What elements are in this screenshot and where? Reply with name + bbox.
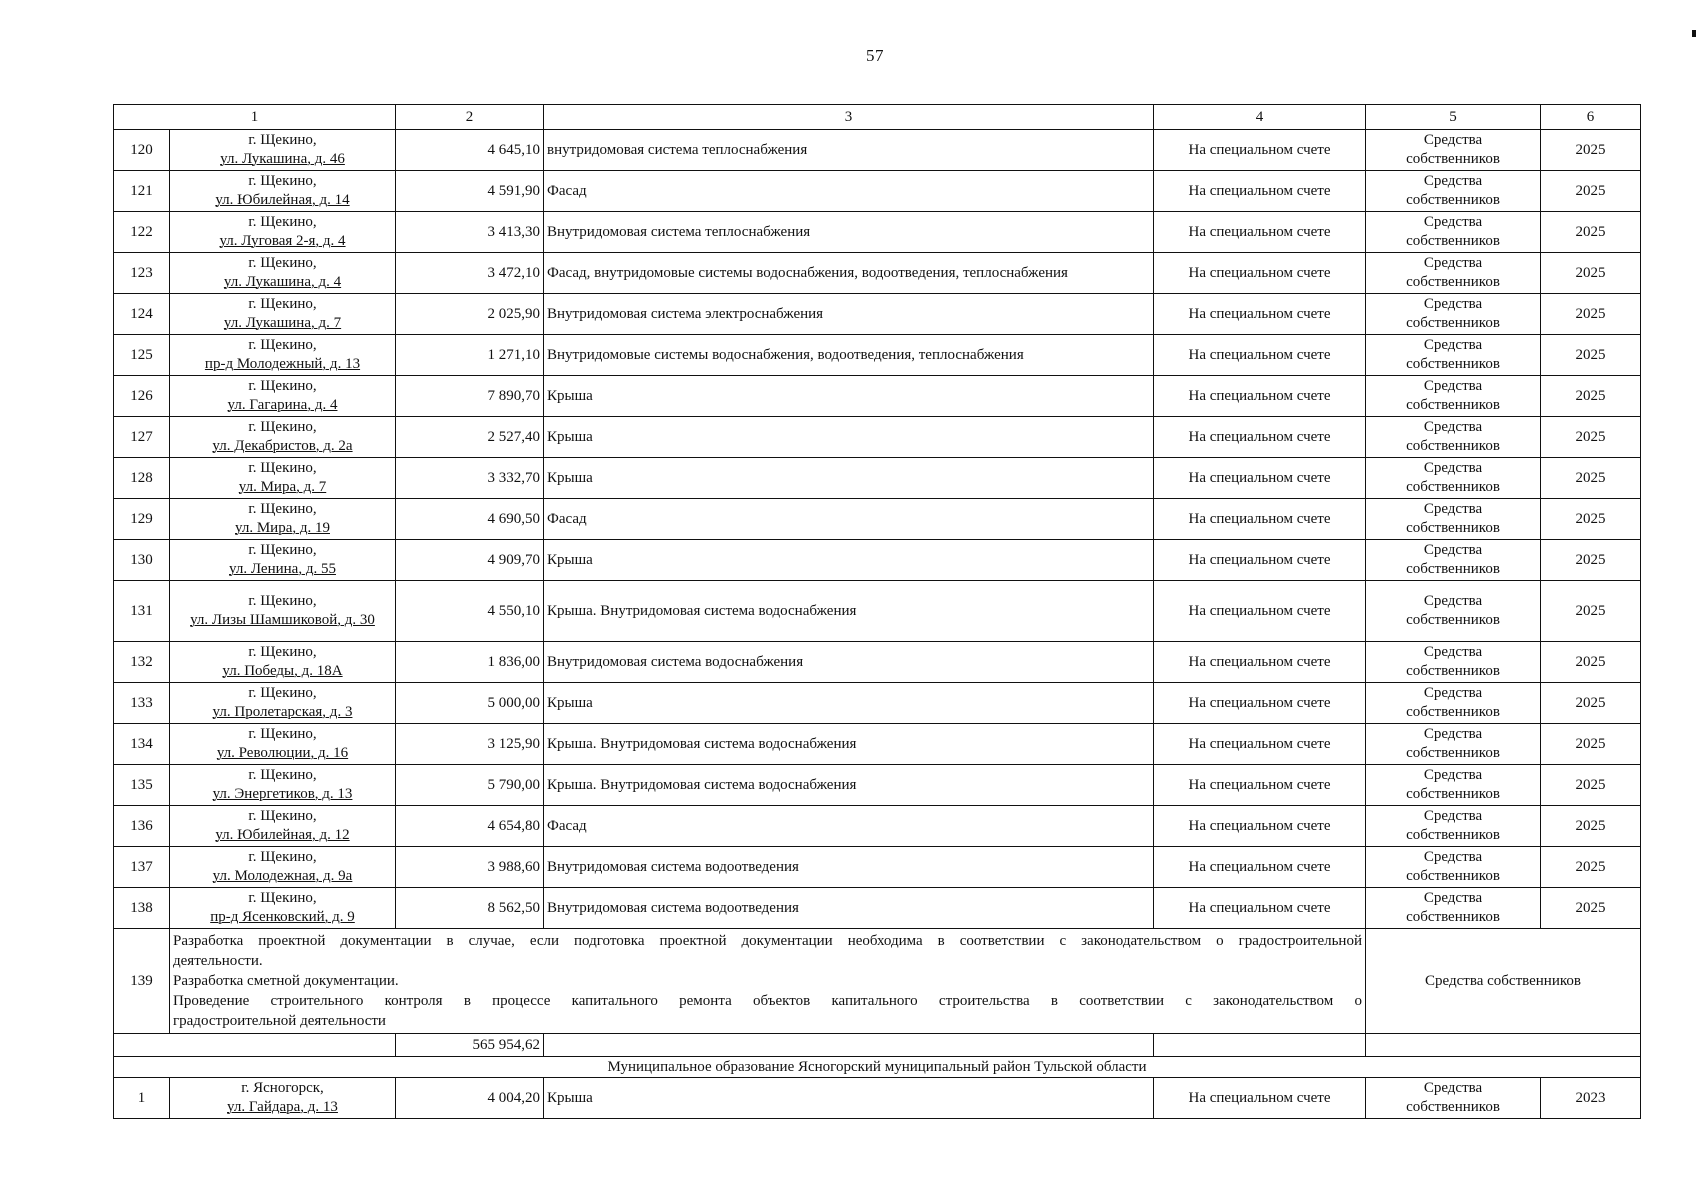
total-area: 565 954,62 <box>396 1034 544 1057</box>
row-number: 123 <box>114 253 170 294</box>
house-area: 8 562,50 <box>396 888 544 929</box>
repair-work-type: Крыша <box>544 458 1154 499</box>
row-number: 125 <box>114 335 170 376</box>
funding-source-line: Средства <box>1423 460 1483 476</box>
fund-method: На специальном счете <box>1154 540 1366 581</box>
fund-method: На специальном счете <box>1154 683 1366 724</box>
address-city: г. Щекино, <box>248 460 317 476</box>
repair-year: 2025 <box>1541 724 1641 765</box>
funding-source <box>1366 130 1541 171</box>
address-city: г. Щекино, <box>248 890 317 906</box>
funding-source-line: Средства <box>1423 808 1483 824</box>
house-address <box>170 724 396 765</box>
funding-source <box>1366 376 1541 417</box>
table-row <box>114 765 1641 806</box>
address-street: ул. Гагарина, д. 4 <box>227 397 338 413</box>
fund-method: На специальном счете <box>1154 376 1366 417</box>
table-row <box>114 724 1641 765</box>
row-number: 128 <box>114 458 170 499</box>
row-number: 129 <box>114 499 170 540</box>
table-row <box>114 376 1641 417</box>
address-street: ул. Пролетарская, д. 3 <box>212 704 353 720</box>
corner-mark <box>1692 30 1696 37</box>
column-number: 2 <box>396 105 544 130</box>
house-address <box>170 253 396 294</box>
house-area: 4 004,20 <box>396 1078 544 1119</box>
fund-method: На специальном счете <box>1154 458 1366 499</box>
column-number: 6 <box>1541 105 1641 130</box>
funding-source-line: Средства <box>1423 419 1483 435</box>
table-row <box>114 683 1641 724</box>
table-row <box>114 581 1641 642</box>
repair-year: 2025 <box>1541 253 1641 294</box>
row-number: 133 <box>114 683 170 724</box>
row-number: 127 <box>114 417 170 458</box>
address-street: ул. Декабристов, д. 2а <box>212 438 353 454</box>
funding-source-line: собственников <box>1406 438 1500 454</box>
house-address <box>170 130 396 171</box>
house-address <box>170 683 396 724</box>
repair-year: 2025 <box>1541 335 1641 376</box>
house-area: 4 909,70 <box>396 540 544 581</box>
address-street: ул. Энергетиков, д. 13 <box>212 786 353 802</box>
house-area: 1 271,10 <box>396 335 544 376</box>
address-city: г. Щекино, <box>248 593 317 609</box>
repair-work-type: внутридомовая система теплоснабжения <box>544 130 1154 171</box>
address-street: ул. Ленина, д. 55 <box>229 561 336 577</box>
address-city: г. Щекино, <box>248 644 317 660</box>
funding-source <box>1366 540 1541 581</box>
repair-year: 2025 <box>1541 417 1641 458</box>
section-header-row <box>114 1057 1641 1078</box>
house-address <box>170 642 396 683</box>
house-address <box>170 335 396 376</box>
repair-work-type: Фасад <box>544 806 1154 847</box>
repair-year: 2025 <box>1541 130 1641 171</box>
funding-source <box>1366 294 1541 335</box>
row-number: 136 <box>114 806 170 847</box>
address-street: ул. Луговая 2-я, д. 4 <box>219 233 346 249</box>
repair-work-type: Внутридомовая система водоотведения <box>544 888 1154 929</box>
funding-source <box>1366 581 1541 642</box>
fund-method: На специальном счете <box>1154 765 1366 806</box>
repair-year: 2025 <box>1541 806 1641 847</box>
funding-source <box>1366 212 1541 253</box>
column-number: 3 <box>544 105 1154 130</box>
table-row <box>114 1078 1641 1119</box>
address-street: ул. Мира, д. 7 <box>238 479 327 495</box>
repair-year: 2025 <box>1541 540 1641 581</box>
table-row <box>114 540 1641 581</box>
funding-source <box>1366 253 1541 294</box>
fund-method: На специальном счете <box>1154 724 1366 765</box>
funding-source-line: собственников <box>1406 356 1500 372</box>
repair-year: 2025 <box>1541 212 1641 253</box>
repair-work-type: Крыша <box>544 376 1154 417</box>
funding-source <box>1366 499 1541 540</box>
table-row <box>114 847 1641 888</box>
funding-source-line: Средства <box>1423 378 1483 394</box>
funding-source-line: Средства <box>1423 849 1483 865</box>
funding-source-line: собственников <box>1406 561 1500 577</box>
funding-source-line: Средства <box>1423 726 1483 742</box>
funding-source-line: собственников <box>1406 786 1500 802</box>
repair-work-type: Внутридомовая система теплоснабжения <box>544 212 1154 253</box>
house-area: 3 413,30 <box>396 212 544 253</box>
house-area: 1 836,00 <box>396 642 544 683</box>
address-city: г. Щекино, <box>248 726 317 742</box>
row-number: 135 <box>114 765 170 806</box>
funding-source-line: Средства <box>1423 337 1483 353</box>
funding-source-line: Средства <box>1423 296 1483 312</box>
address-city: г. Щекино, <box>248 501 317 517</box>
funding-source-line: Средства <box>1423 644 1483 660</box>
repair-work-type: Крыша <box>544 540 1154 581</box>
row-number: 137 <box>114 847 170 888</box>
funding-source <box>1366 683 1541 724</box>
repair-work-type: Крыша <box>544 683 1154 724</box>
row-number: 122 <box>114 212 170 253</box>
house-address <box>170 376 396 417</box>
repair-year: 2025 <box>1541 765 1641 806</box>
address-city: г. Щекино, <box>248 132 317 148</box>
repair-work-type: Внутридомовая система водоснабжения <box>544 642 1154 683</box>
house-address <box>170 847 396 888</box>
funding-source-line: Средства <box>1423 1080 1483 1096</box>
row-number: 134 <box>114 724 170 765</box>
funding-source-line: собственников <box>1406 520 1500 536</box>
repair-work-type: Фасад <box>544 171 1154 212</box>
table-row <box>114 335 1641 376</box>
repair-year: 2025 <box>1541 171 1641 212</box>
funding-source-line: собственников <box>1406 704 1500 720</box>
fund-method: На специальном счете <box>1154 335 1366 376</box>
address-city: г. Щекино, <box>248 214 317 230</box>
repair-work-type: Фасад, внутридомовые системы водоснабжения, водоотведения, теплоснабжения <box>544 253 1154 294</box>
column-number-row <box>114 105 1641 130</box>
address-street: пр-д Ясенковский, д. 9 <box>210 909 355 925</box>
repair-work-type: Фасад <box>544 499 1154 540</box>
address-city: г. Щекино, <box>248 685 317 701</box>
funding-source <box>1366 458 1541 499</box>
funding-source <box>1366 806 1541 847</box>
funding-source-line: Средства <box>1423 542 1483 558</box>
row-number: 124 <box>114 294 170 335</box>
house-area: 4 591,90 <box>396 171 544 212</box>
funding-source-line: собственников <box>1406 315 1500 331</box>
repair-year: 2025 <box>1541 888 1641 929</box>
repair-work-type: Крыша. Внутридомовая система водоснабжения <box>544 581 1154 642</box>
address-city: г. Щекино, <box>248 378 317 394</box>
fund-method: На специальном счете <box>1154 499 1366 540</box>
funding-source-line: Средства <box>1423 214 1483 230</box>
note-line: Разработка проектной документации в случае, если подготовка проектной документации необходима в соответствии с законодательством о градостроительной <box>173 933 1362 949</box>
funding-source-line: Средства <box>1423 173 1483 189</box>
row-number: 130 <box>114 540 170 581</box>
funding-source <box>1366 171 1541 212</box>
funding-source-line: собственников <box>1406 192 1500 208</box>
funding-source <box>1366 335 1541 376</box>
total-row <box>114 1034 1641 1057</box>
house-address <box>170 171 396 212</box>
funding-source <box>1366 847 1541 888</box>
repair-year: 2025 <box>1541 581 1641 642</box>
funding-source-line: Средства <box>1423 132 1483 148</box>
funding-source-line: собственников <box>1406 868 1500 884</box>
address-street: пр-д Молодежный, д. 13 <box>204 356 361 372</box>
column-number: 1 <box>114 105 396 130</box>
funding-source-line: Средства <box>1423 685 1483 701</box>
fund-method: На специальном счете <box>1154 642 1366 683</box>
house-address <box>170 806 396 847</box>
table-row <box>114 806 1641 847</box>
table-row <box>114 212 1641 253</box>
capital-repair-table <box>113 104 1641 1119</box>
row-number: 138 <box>114 888 170 929</box>
house-area: 5 790,00 <box>396 765 544 806</box>
address-street: ул. Мира, д. 19 <box>235 520 330 536</box>
house-address <box>170 458 396 499</box>
table-row <box>114 130 1641 171</box>
repair-year: 2025 <box>1541 499 1641 540</box>
funding-source <box>1366 642 1541 683</box>
table-row <box>114 171 1641 212</box>
fund-method: На специальном счете <box>1154 171 1366 212</box>
funding-source-line: собственников <box>1406 909 1500 925</box>
house-area: 4 550,10 <box>396 581 544 642</box>
address-street: ул. Победы, д. 18А <box>222 663 343 679</box>
funding-source-line: Средства <box>1423 767 1483 783</box>
table-row <box>114 888 1641 929</box>
funding-source-line: собственников <box>1406 479 1500 495</box>
funding-source <box>1366 765 1541 806</box>
house-area: 2 527,40 <box>396 417 544 458</box>
repair-work-type: Крыша. Внутридомовая система водоснабжения <box>544 724 1154 765</box>
repair-year: 2025 <box>1541 294 1641 335</box>
total-empty-cell <box>1366 1034 1641 1057</box>
table-body <box>114 130 1641 1119</box>
repair-work-type: Внутридомовая система электроснабжения <box>544 294 1154 335</box>
table-row <box>114 499 1641 540</box>
house-area: 4 690,50 <box>396 499 544 540</box>
funding-source-line: собственников <box>1406 151 1500 167</box>
fund-method: На специальном счете <box>1154 130 1366 171</box>
page-number: 57 <box>866 46 884 65</box>
address-city: г. Щекино, <box>248 849 317 865</box>
house-area: 4 654,80 <box>396 806 544 847</box>
address-city: г. Щекино, <box>248 808 317 824</box>
repair-year: 2025 <box>1541 458 1641 499</box>
funding-source-line: Средства <box>1423 890 1483 906</box>
house-area: 4 645,10 <box>396 130 544 171</box>
column-number: 4 <box>1154 105 1366 130</box>
address-street: ул. Лукашина, д. 4 <box>223 274 342 290</box>
address-city: г. Ясногорск, <box>241 1080 324 1096</box>
note-line: Разработка сметной документации. <box>173 973 399 989</box>
address-street: ул. Юбилейная, д. 14 <box>215 192 350 208</box>
funding-source-line: Средства <box>1423 593 1483 609</box>
funding-source-line: собственников <box>1406 233 1500 249</box>
repair-work-type: Внутридомовая система водоотведения <box>544 847 1154 888</box>
funding-source-line: собственников <box>1406 745 1500 761</box>
funding-source-line: Средства <box>1423 255 1483 271</box>
row-number: 139 <box>114 929 170 1034</box>
address-city: г. Щекино, <box>248 296 317 312</box>
address-street: ул. Молодежная, д. 9а <box>212 868 353 884</box>
row-number: 131 <box>114 581 170 642</box>
repair-year: 2025 <box>1541 683 1641 724</box>
house-area: 3 988,60 <box>396 847 544 888</box>
repair-work-type: Крыша <box>544 1078 1154 1119</box>
repair-work-type: Крыша. Внутридомовая система водоснабжения <box>544 765 1154 806</box>
funding-source <box>1366 1078 1541 1119</box>
fund-method: На специальном счете <box>1154 417 1366 458</box>
total-empty-cell <box>544 1034 1154 1057</box>
repair-year: 2023 <box>1541 1078 1641 1119</box>
note-line: Проведение строительного контроля в процессе капитального ремонта объектов капитального строительства в соответствии с законодательством о <box>173 993 1362 1009</box>
funding-source-line: собственников <box>1406 827 1500 843</box>
fund-method: На специальном счете <box>1154 294 1366 335</box>
house-address <box>170 212 396 253</box>
address-city: г. Щекино, <box>248 419 317 435</box>
row-number: 132 <box>114 642 170 683</box>
note-line: градостроительной деятельности <box>173 1013 386 1029</box>
house-address <box>170 499 396 540</box>
table-row <box>114 642 1641 683</box>
table-row <box>114 417 1641 458</box>
funding-source <box>1366 417 1541 458</box>
house-address <box>170 765 396 806</box>
funding-source-line: собственников <box>1406 274 1500 290</box>
fund-method: На специальном счете <box>1154 888 1366 929</box>
funding-source-line: собственников <box>1406 1099 1500 1115</box>
funding-source-line: собственников <box>1406 612 1500 628</box>
house-address <box>170 417 396 458</box>
table-row <box>114 458 1641 499</box>
address-street: ул. Лукашина, д. 7 <box>223 315 342 331</box>
house-address <box>170 294 396 335</box>
row-number: 121 <box>114 171 170 212</box>
house-area: 5 000,00 <box>396 683 544 724</box>
address-street: ул. Гайдара, д. 13 <box>227 1099 338 1115</box>
funding-source-line: собственников <box>1406 663 1500 679</box>
house-address <box>170 540 396 581</box>
house-area: 7 890,70 <box>396 376 544 417</box>
note-row <box>114 929 1641 1034</box>
note-funding-source: Средства собственников <box>1366 929 1641 1034</box>
house-address <box>170 1078 396 1119</box>
funding-source <box>1366 888 1541 929</box>
note-text <box>170 929 1366 1034</box>
address-city: г. Щекино, <box>248 767 317 783</box>
fund-method: На специальном счете <box>1154 581 1366 642</box>
fund-method: На специальном счете <box>1154 847 1366 888</box>
fund-method: На специальном счете <box>1154 253 1366 294</box>
note-line: деятельности. <box>173 953 263 969</box>
fund-method: На специальном счете <box>1154 806 1366 847</box>
address-city: г. Щекино, <box>248 337 317 353</box>
address-street: ул. Лизы Шамшиковой, д. 30 <box>190 612 375 628</box>
house-area: 2 025,90 <box>396 294 544 335</box>
house-area: 3 125,90 <box>396 724 544 765</box>
row-number: 120 <box>114 130 170 171</box>
section-title: Муниципальное образование Ясногорский муниципальный район Тульской области <box>114 1057 1641 1078</box>
address-street: ул. Лукашина, д. 46 <box>220 151 345 167</box>
table-row <box>114 253 1641 294</box>
total-empty-cell <box>114 1034 396 1057</box>
house-address <box>170 888 396 929</box>
row-number: 126 <box>114 376 170 417</box>
address-city: г. Щекино, <box>248 173 317 189</box>
repair-work-type: Крыша <box>544 417 1154 458</box>
house-address <box>170 581 396 642</box>
funding-source-line: Средства <box>1423 501 1483 517</box>
funding-source-line: собственников <box>1406 397 1500 413</box>
address-city: г. Щекино, <box>248 255 317 271</box>
address-city: г. Щекино, <box>248 542 317 558</box>
row-number: 1 <box>114 1078 170 1119</box>
fund-method: На специальном счете <box>1154 1078 1366 1119</box>
address-street: ул. Революции, д. 16 <box>216 745 349 761</box>
address-street: ул. Юбилейная, д. 12 <box>215 827 350 843</box>
column-number: 5 <box>1366 105 1541 130</box>
repair-work-type: Внутридомовые системы водоснабжения, водоотведения, теплоснабжения <box>544 335 1154 376</box>
house-area: 3 472,10 <box>396 253 544 294</box>
funding-source <box>1366 724 1541 765</box>
house-area: 3 332,70 <box>396 458 544 499</box>
fund-method: На специальном счете <box>1154 212 1366 253</box>
total-empty-cell <box>1154 1034 1366 1057</box>
table-row <box>114 294 1641 335</box>
repair-year: 2025 <box>1541 376 1641 417</box>
repair-year: 2025 <box>1541 642 1641 683</box>
repair-year: 2025 <box>1541 847 1641 888</box>
